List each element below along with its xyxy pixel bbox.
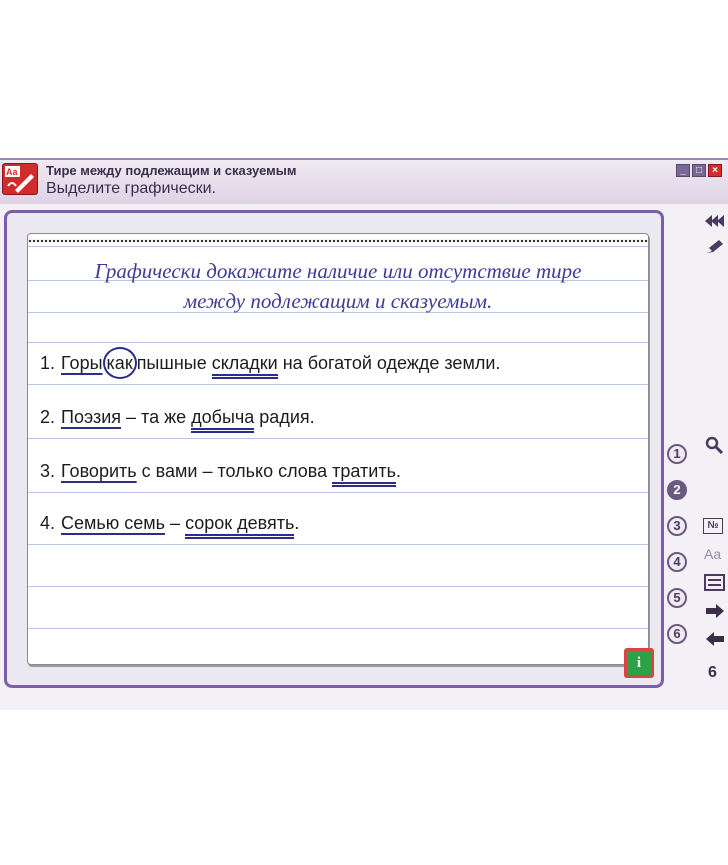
step-6-button[interactable]: 6 [667, 624, 687, 644]
step-3-button[interactable]: 3 [667, 516, 687, 536]
list-icon[interactable] [704, 574, 726, 592]
step-2-button[interactable]: 2 [667, 480, 687, 500]
next-arrow-icon[interactable] [704, 602, 726, 620]
ruled-line [28, 384, 648, 385]
predicate-word[interactable]: тратить [332, 461, 396, 487]
info-button[interactable] [624, 648, 654, 678]
ruled-line [28, 628, 648, 629]
back-arrow-icon[interactable] [704, 630, 726, 648]
info-icon: i [627, 651, 651, 675]
ruled-line [28, 438, 648, 439]
ruled-line [28, 342, 648, 343]
instruction-line-1: Графически докажите наличие или отсутствие тире [94, 259, 582, 283]
task-instruction [28, 256, 648, 316]
font-icon[interactable]: Aa [704, 546, 722, 562]
rewind-icon[interactable] [702, 212, 724, 230]
sentence-4[interactable] [40, 512, 299, 534]
title-bar [0, 158, 728, 204]
predicate-word[interactable]: добыча [191, 407, 254, 433]
window-title: Тире между подлежащим и сказуемым [46, 163, 297, 178]
ruled-line [28, 586, 648, 587]
subject-word[interactable]: Семью семь [61, 513, 166, 533]
sentence-text: . [294, 513, 300, 533]
sentence-number: 2. [40, 407, 56, 427]
ruled-line [28, 492, 648, 493]
step-5-button[interactable]: 5 [667, 588, 687, 608]
numbering-icon[interactable]: № [703, 518, 723, 534]
sentence-text: – та же [121, 407, 192, 427]
page-number: 6 [708, 664, 717, 681]
sentence-text: . [395, 461, 401, 481]
sentence-number: 3. [40, 461, 56, 481]
magnifier-icon[interactable] [704, 436, 726, 454]
sentence-1[interactable] [40, 352, 500, 374]
sentence-text: радия. [254, 407, 315, 427]
app-logo-icon [2, 163, 38, 195]
notebook-page [27, 233, 649, 665]
predicate-word[interactable]: сорок девять [185, 513, 294, 539]
svg-text:Aa: Aa [6, 167, 18, 177]
subject-word[interactable]: Горы [61, 353, 103, 373]
sentence-number: 1. [40, 353, 56, 373]
sentence-2[interactable] [40, 406, 315, 428]
subject-word[interactable]: Говорить [61, 461, 137, 481]
maximize-button[interactable]: □ [692, 164, 706, 177]
minimize-button[interactable]: _ [676, 164, 690, 177]
sentence-text: с вами – только слова [136, 461, 333, 481]
close-button[interactable]: × [708, 164, 722, 177]
circled-word[interactable]: как [103, 347, 137, 379]
window-subtitle: Выделите графически. [46, 180, 216, 197]
sentence-text: пышные [136, 353, 212, 373]
ruled-line [28, 544, 648, 545]
subject-word[interactable]: Поэзия [61, 407, 122, 427]
pencil-icon[interactable] [704, 238, 726, 256]
step-1-button[interactable]: 1 [667, 444, 687, 464]
sentence-text: на богатой одежде земли. [277, 353, 501, 373]
window-controls [676, 164, 722, 178]
predicate-word[interactable]: складки [212, 353, 278, 379]
spiral-binding [28, 238, 648, 244]
side-panel [664, 204, 728, 710]
content-frame [4, 210, 664, 688]
instruction-line-2: между подлежащим и сказуемым. [183, 289, 493, 313]
ruled-line [28, 246, 648, 247]
sentence-3[interactable] [40, 460, 401, 482]
sentence-number: 4. [40, 513, 56, 533]
sentence-text: – [165, 513, 186, 533]
app-window [0, 158, 728, 710]
step-4-button[interactable]: 4 [667, 552, 687, 572]
